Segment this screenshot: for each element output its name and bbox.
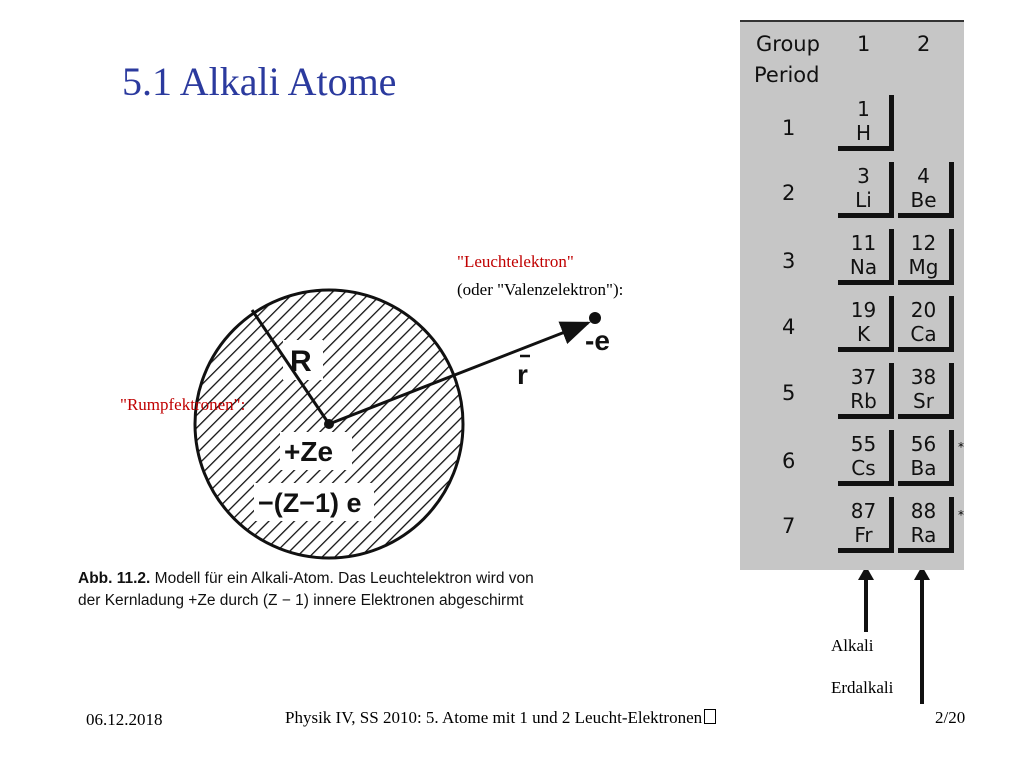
period-7: 7 [782,514,796,538]
element-cell-Rb [838,363,894,419]
element-cell-Sr [898,363,954,419]
period-6: 6 [782,449,796,473]
footer-date: 06.12.2018 [86,710,163,729]
footer-title-text: Physik IV, SS 2010: 5. Atome mit 1 und 2 Leucht-Elektronen [285,708,703,727]
periodic-table [740,20,964,570]
alkali-label: Alkali [831,636,874,655]
element-number: 19 [850,298,877,322]
missing-glyph-icon [704,709,716,724]
page-number: 2/20 [935,708,966,727]
caption-line1: Modell für ein Alkali-Atom. Das Leuchtelektron wird von [150,570,534,587]
label-R: R [290,345,312,378]
element-symbol: Li [855,188,872,212]
element-number: 12 [910,231,937,255]
lanthanide-mark: * [958,440,964,454]
footer-title [285,708,716,728]
period-3: 3 [782,249,796,273]
period-2: 2 [782,181,796,205]
electron-dot [589,312,601,324]
element-symbol: K [856,322,871,346]
element-symbol: Cs [851,456,876,480]
period-5: 5 [782,381,796,405]
nucleus-dot [324,419,334,429]
page-title: 5.1 Alkali Atome [122,59,397,104]
element-cell-Na [838,229,894,285]
leuchtelektron-label: "Leuchtelektron" [457,252,574,271]
element-symbol: Ca [910,322,937,346]
element-number: 37 [850,365,877,389]
element-cell-Ca [898,296,954,352]
period-4: 4 [782,315,796,339]
caption-bold: Abb. 11.2. [78,570,151,587]
valenzelektron-label: (oder "Valenzelektron"): [457,280,624,299]
label-electron: -e [585,325,610,356]
element-cell-Ra [898,497,954,553]
label-shield: −(Z−1) e [258,488,362,518]
period-1: 1 [782,116,796,140]
element-number: 4 [917,164,930,188]
element-symbol: Be [910,188,937,212]
erdalkali-label: Erdalkali [831,678,894,697]
element-symbol: Mg [908,255,939,279]
element-number: 38 [910,365,937,389]
element-symbol: Na [849,255,878,279]
element-number: 11 [850,231,877,255]
element-number: 3 [857,164,870,188]
element-cell-Cs [838,430,894,486]
element-number: 56 [910,432,937,456]
element-cell-Fr [838,497,894,553]
element-number: 20 [910,298,937,322]
actinide-mark: * [958,508,964,522]
caption-line2: der Kernladung +Ze durch (Z − 1) innere Elektronen abgeschirmt [78,592,524,609]
element-cell-Mg [898,229,954,285]
header-group: Group [756,32,820,56]
header-period: Period [754,63,820,87]
element-symbol: Sr [913,389,934,413]
element-symbol: Ra [910,523,937,547]
element-cell-Ba [898,430,954,486]
element-cell-H [838,95,894,151]
group-2-header: 2 [917,32,931,56]
rumpfelektronen-label: "Rumpfektronen": [120,395,246,414]
element-symbol: H [855,121,872,145]
label-Ze: +Ze [284,436,334,467]
figure-caption [78,568,698,612]
element-symbol: Ba [910,456,937,480]
group-1-header: 1 [857,32,871,56]
element-number: 55 [850,432,877,456]
element-cell-Li [838,162,894,218]
element-symbol: Fr [854,523,873,547]
element-number: 1 [857,97,870,121]
element-cell-K [838,296,894,352]
element-number: 88 [910,499,937,523]
element-number: 87 [850,499,877,523]
label-r: r [517,359,528,390]
element-cell-Be [898,162,954,218]
element-symbol: Rb [850,389,877,413]
